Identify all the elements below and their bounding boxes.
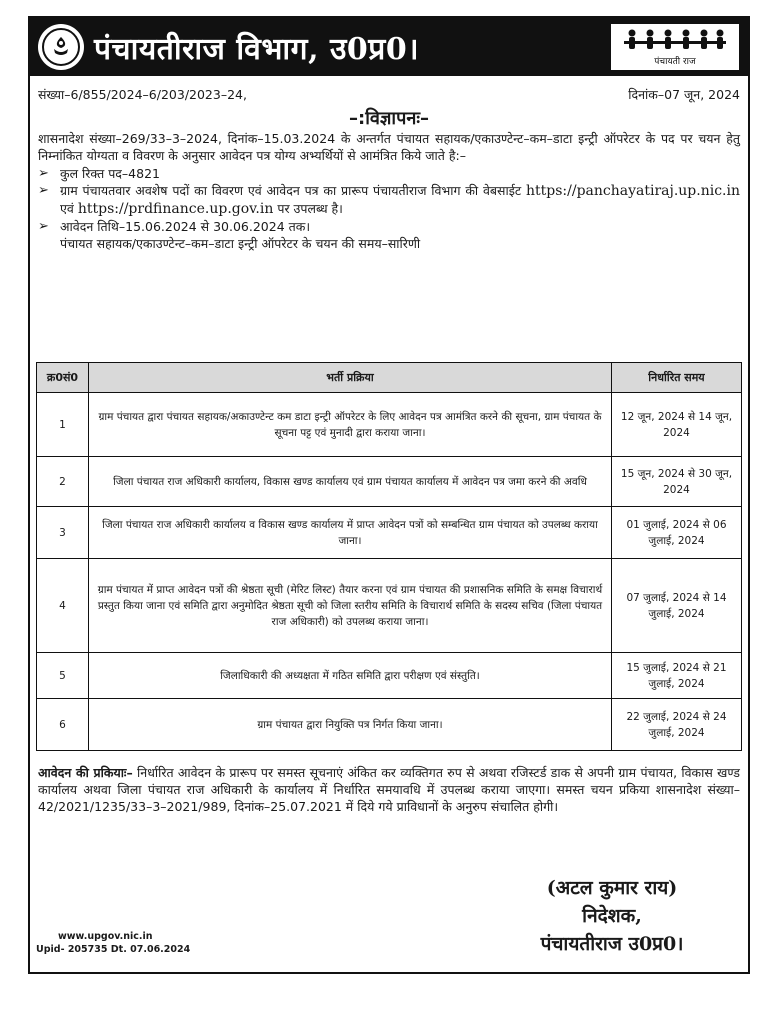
table-row: 4 ग्राम पंचायत में प्राप्त आवेदन पत्रों की श्रेष्ठता सूची (मेरिट लिस्ट) तैयार करना एवं ग्राम पंचायत की प्रशासनिक समिति के समक्ष विचारार्थ प्रस्तुत किया जाना एवं समिति द्वारा अनुमोदित श्रेष्ठता सूची को जिला स्तरीय समिति के विचारार्थ समिति के सदस्य सचिव (जिला पंचायत राज अधिकारी) को उपलब्ध कराया जाना। 07 जुलाई, 2024 से 14 जुलाई, 2024 <box>37 559 742 653</box>
signature-block <box>492 874 732 958</box>
signatory-office: पंचायतीराज उ0प्र0। <box>540 933 684 955</box>
column-header-date: निर्धारित समय <box>612 363 742 393</box>
header-bar <box>30 18 748 76</box>
website-link-prdfinance[interactable]: https://prdfinance.up.gov.in <box>77 201 274 217</box>
advertisement-page <box>28 16 750 974</box>
reference-line <box>38 86 740 103</box>
footer-upid: Upid- 205735 Dt. 07.06.2024 <box>36 944 191 955</box>
table-row: 5 जिलाधिकारी की अध्यक्षता में गठित समिति द्वारा परीक्षण एवं संस्तुति। 15 जुलाई, 2024 से 21 जुलाई, 2024 <box>37 653 742 699</box>
bullet-application-date: ➢ आवेदन तिथि–15.06.2024 से 30.06.2024 तक। <box>38 219 311 234</box>
footer-website[interactable]: www.upgov.nic.in <box>58 931 153 942</box>
reference-number: संख्या–6/855/2024–6/203/2023–24, <box>38 87 247 102</box>
table-row: 3 जिला पंचायत राज अधिकारी कार्यालय व विकास खण्ड कार्यालय में प्राप्त आवेदन पत्रों को सम्बन्धित ग्राम पंचायत को उपलब्ध कराया जाना। 01 जुलाई, 2024 से 06 जुलाई, 2024 <box>37 507 742 559</box>
table-header-row <box>37 363 742 393</box>
logo-caption: पंचायती राज <box>654 57 696 67</box>
arrow-bullet-icon: ➢ <box>38 183 49 198</box>
bullet-vacancies: ➢ कुल रिक्त पद–4821 <box>38 166 160 181</box>
website-link-panchayatiraj[interactable]: https://panchayatiraj.up.nic.in <box>526 183 740 199</box>
footer-info <box>36 930 226 956</box>
column-header-sn: क्र0सं0 <box>37 363 89 393</box>
schedule-caption: पंचायत सहायक/एकाउण्टेन्ट–कम–डाटा इन्ट्री ऑपरेटर के चयन की समय–सारिणी <box>60 236 421 251</box>
application-process <box>38 764 740 815</box>
notice-date: दिनांक–07 जून, 2024 <box>628 87 740 102</box>
selection-schedule-table <box>36 362 742 751</box>
notice-title: –:विज्ञापनः– <box>349 108 429 129</box>
arrow-bullet-icon: ➢ <box>38 166 49 181</box>
department-title: पंचायतीराज विभाग, उ0प्र0। <box>94 31 420 67</box>
intro-paragraph: शासनादेश संख्या–269/33–3–2024, दिनांक–15.03.2024 के अन्तर्गत पंचायत सहायक/एकाउण्टेन्ट–कम–डाटा इन्ट्री ऑपरेटर के पद पर चयन हेतु निम्नांकित योग्यता व विवरण के अनुसार आवेदन पत्र योग्य अभ्यर्थियों से आमंत्रित किये जाते है:– <box>38 131 740 163</box>
signatory-name: (अटल कुमार राय) <box>546 877 678 899</box>
table-row: 2 जिला पंचायत राज अधिकारी कार्यालय, विकास खण्ड कार्यालय एवं ग्राम पंचायत कार्यालय में आवेदन पत्र जमा करने की अवधि 15 जून, 2024 से 30 जून, 2024 <box>37 457 742 507</box>
arrow-bullet-icon: ➢ <box>38 219 49 234</box>
up-govt-emblem-icon <box>38 24 84 70</box>
panchayati-raj-logo-icon <box>610 23 740 71</box>
process-text: निर्धारित आवेदन के प्रारूप पर समस्त सूचनाएं अंकित कर व्यक्तिगत रुप से अथवा रजिस्टर्ड डाक से अपनी ग्राम पंचायत, विकास खण्ड कार्यालय अथवा जिला पंचायत राज अधिकारी के कार्यालय में निर्धारित समयावधि में उपलब्ध कराया जाएगा। समस्त चयन प्रकिया शासनादेश संख्या–42/2021/1235/33–3–2021/989, दिनांक–25.07.2021 में दिये गये प्राविधानों के अनुरुप संचालित होगी। <box>38 765 740 814</box>
signatory-designation: निदेशक, <box>582 905 642 927</box>
process-heading: आवेदन की प्रकियाः– <box>38 765 133 780</box>
table-row: 1 ग्राम पंचायत द्वारा पंचायत सहायक/अकाउण्टेन्ट कम डाटा इन्ट्री ऑपरेटर के लिए आवेदन पत्र आमंत्रित करने की सूचना, ग्राम पंचायत के सूचना पट्ट एवं मुनादी द्वारा कराया जाना। 12 जून, 2024 से 14 जून, 2024 <box>37 393 742 457</box>
bullet-website: ➢ ग्राम पंचायतवार अवशेष पदों का विवरण एवं आवेदन पत्र का प्रारूप पंचायतीराज विभाग की वेबसाईट https://panchayatiraj.up.nic.in एवं https://prdfinance.up.gov.in पर उपलब्ध है। <box>38 183 740 217</box>
table-row: 6 ग्राम पंचायत द्वारा नियुक्ति पत्र निर्गत किया जाना। 22 जुलाई, 2024 से 24 जुलाई, 2024 <box>37 699 742 751</box>
notice-body <box>38 130 740 252</box>
column-header-process: भर्ती प्रक्रिया <box>89 363 612 393</box>
